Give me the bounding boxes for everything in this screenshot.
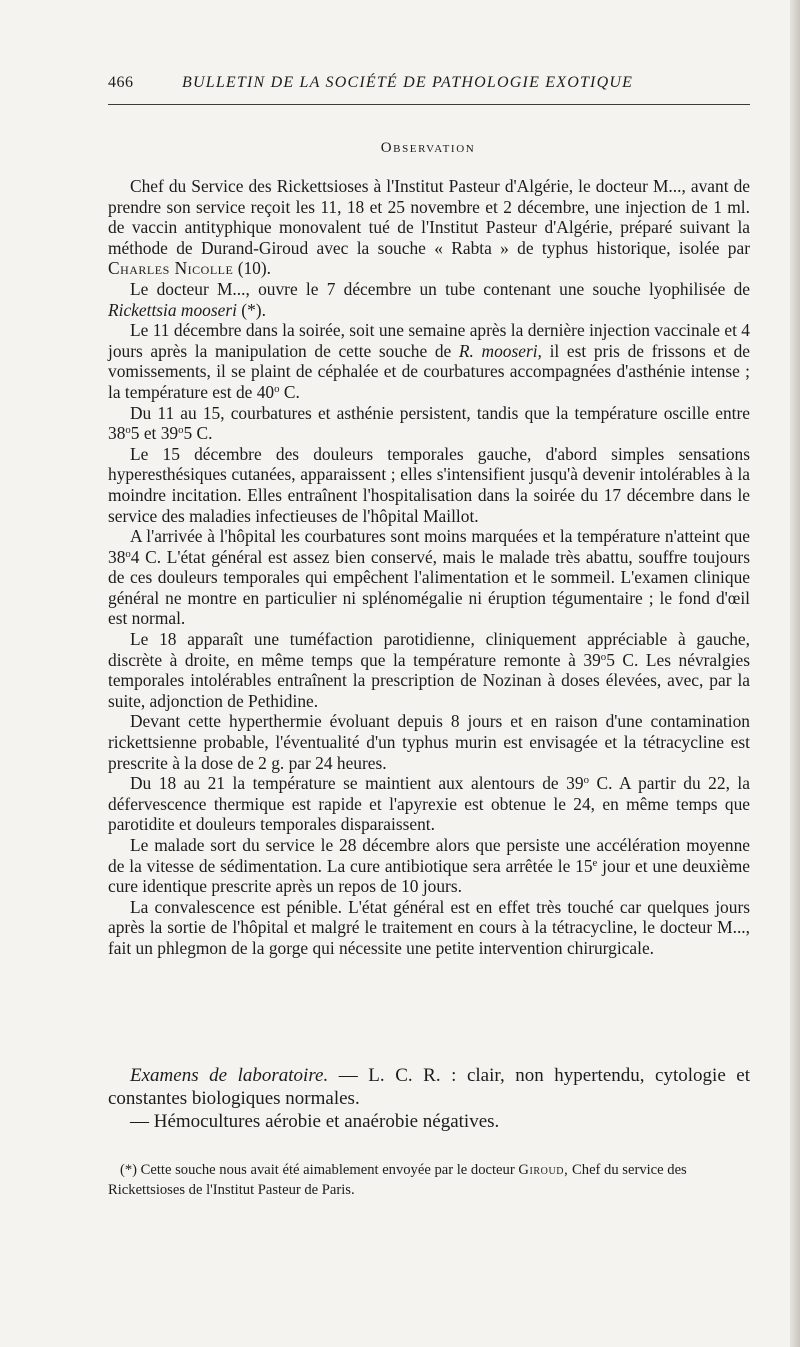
paragraph: A l'arrivée à l'hôpital les courbatures sont moins marquées et la température n'atteint que 38$^o$4 C. L'état général est assez bien conservé, mais le malade très abattu, souffre toujours de ces douleurs temporales qui empêchent l'alimentation et le sommeil. L'examen clinique général ne montre en particulier ni splénomégalie ni éruption tégumentaire ; le fond d'œil est normal. [108, 526, 750, 629]
lab-line: — Hémocultures aérobie et anaérobie négatives. [130, 1111, 500, 1132]
paragraph: Le 18 apparaît une tuméfaction parotidienne, cliniquement appréciable à gauche, discrète à droite, en même temps que la température remonte à 39$^o$5 C. Les névralgies temporales intolérables entraînent la prescription de Nozinan à doses élevées, avec, par la suite, adjonction de Pethidine. [108, 629, 750, 711]
header-rule [108, 104, 750, 105]
paragraph: Du 11 au 15, courbatures et asthénie persistent, tandis que la température oscille entre 38$^o$5 et 39$^o$5 C. [108, 402, 750, 444]
article-body [108, 176, 750, 959]
paragraph: Le docteur M..., ouvre le 7 décembre un tube contenant une souche lyophilisée de Rickettsia mooseri (*). [108, 278, 750, 320]
page-edge-shadow [790, 0, 800, 1347]
footnote: (*) Cette souche nous avait été aimablement envoyée par le docteur Giroud, Chef du service des Rickettsioses de l'Institut Pasteur de Paris. [108, 1162, 687, 1198]
author-name: Giroud, [518, 1162, 569, 1178]
paragraph: Devant cette hyperthermie évoluant depuis 8 jours et en raison d'une contamination rickettsienne probable, l'éventualité d'un typhus murin est envisagée et la tétracycline est prescrite à la dose de 2 g. par 24 heures. [108, 711, 750, 773]
paragraph: Du 18 au 21 la température se maintient aux alentours de 39$^o$ C. A partir du 22, la défervescence thermique est rapide et l'apyrexie est obtenue le 24, en même temps que parotidite et douleurs temporales disparaissent. [108, 773, 750, 835]
species-name: R. mooseri, [458, 340, 542, 361]
species-name: Rickettsia mooseri [108, 299, 237, 320]
paragraph: Le 15 décembre des douleurs temporales gauche, d'abord simples sensations hyperesthésiques cutanées, apparaissent ; elles s'intensifient jusqu'à devenir intolérables à la moindre incitation. Elles entraînent l'hospitalisation dans la soirée du 17 décembre dans le service des maladies infectieuses de l'hôpital Maillot. [108, 443, 750, 526]
running-title: BULLETIN DE LA SOCIÉTÉ DE PATHOLOGIE EXOTIQUE [182, 74, 634, 91]
lab-heading: Examens de laboratoire. [130, 1065, 329, 1086]
author-name: Charles Nicolle [108, 258, 234, 279]
section-title: Observation [380, 140, 476, 156]
paragraph: Le 11 décembre dans la soirée, soit une semaine après la dernière injection vaccinale et 4 jours après la manipulation de cette souche de R. mooseri, il est pris de frissons et de vomissements, il se plaint de céphalée et de courbatures accompagnées d'asthénie intense ; la température est de 40$^o$ C. [108, 320, 751, 402]
page-number: 466 [108, 74, 134, 91]
lab-results [108, 1064, 750, 1133]
paragraph: Le malade sort du service le 28 décembre alors que persiste une accélération moyenne de la vitesse de sédimentation. La cure antibiotique sera arrêtée le 15e jour et une deuxième cure identique prescrite après un repos de 10 jours. [108, 835, 750, 897]
lab-line: Examens de laboratoire. — L. C. R. : clair, non hypertendu, cytologie et constantes biologiques normales. [108, 1065, 751, 1109]
paragraph: La convalescence est pénible. L'état général est en effet très touché car quelques jours après la sortie de l'hôpital et malgré le traitement en cours à la tétracycline, le docteur M..., fait un phlegmon de la gorge qui nécessite une petite intervention chirurgicale. [108, 896, 750, 958]
paragraph: Chef du Service des Rickettsioses à l'Institut Pasteur d'Algérie, le docteur M..., avant de prendre son service reçoit les 11, 18 et 25 novembre et 2 décembre, une injection de 1 ml. de vaccin antityphique monovalent tué de l'Institut Pasteur d'Algérie, préparé suivant la méthode de Durand-Giroud avec la souche « Rabta » de typhus historique, isolée par Charles Nicolle (10). [108, 176, 750, 279]
